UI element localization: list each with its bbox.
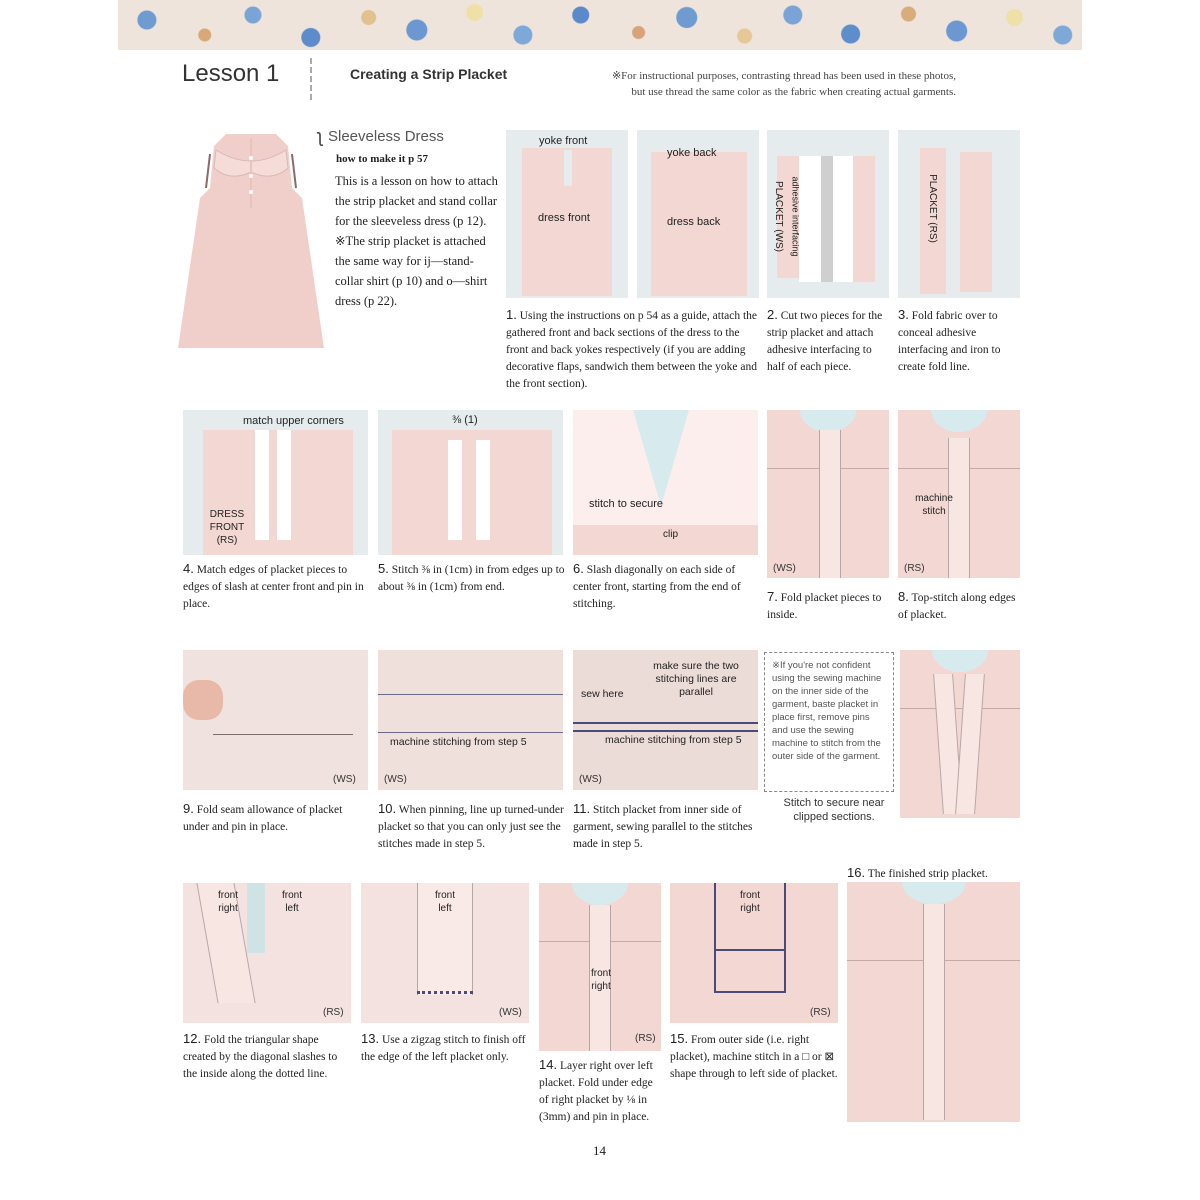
step-9-photo bbox=[183, 650, 368, 790]
label-rs: (RS) bbox=[904, 563, 925, 574]
step-13-photo bbox=[361, 883, 529, 1023]
step-11-photo bbox=[573, 650, 758, 790]
label-ws: (WS) bbox=[773, 563, 796, 574]
step-3-caption: 3. Fold fabric over to conceal adhesive interfacing and iron to create fold line. bbox=[898, 307, 1001, 373]
label-front-right: front right bbox=[217, 890, 238, 914]
step-2-caption: 2. Cut two pieces for the strip placket and attach adhesive interfacing to half of each piece. bbox=[767, 307, 883, 373]
page-reference-link[interactable]: how to make it p 57 bbox=[336, 153, 428, 165]
tip-photo bbox=[900, 650, 1020, 818]
label-ws: (WS) bbox=[384, 774, 407, 785]
step-13-caption: 13. Use a zigzag stitch to finish off the edge of the left placket only. bbox=[361, 1031, 526, 1063]
floral-header-band bbox=[118, 0, 1082, 50]
label-rs: (RS) bbox=[323, 1007, 344, 1018]
label-stitch-to-secure: stitch to secure bbox=[589, 498, 663, 510]
label-three-eighths: ⅜ (1) bbox=[452, 414, 478, 426]
bracket-icon: ʅ bbox=[318, 126, 322, 146]
label-dress-back: dress back bbox=[667, 216, 721, 228]
step-5-photo bbox=[378, 410, 563, 555]
header-note-line1: ※For instructional purposes, contrasting thread has been used in these photos, bbox=[611, 70, 956, 82]
label-yoke-front: yoke front bbox=[539, 135, 588, 147]
label-dress-front-rs: DRESS FRONT (RS) bbox=[209, 509, 245, 546]
step-10-photo bbox=[378, 650, 563, 790]
intro-body: This is a lesson on how to attach the strip placket and stand collar for the sleeveless dress (p 12). ※The strip placket is attached the same way for ij—stand-collar shirt (p 10) and o—shirt dress (p 22). bbox=[335, 174, 498, 308]
step-3-photo bbox=[898, 130, 1020, 298]
step-8-caption: 8. Top-stitch along edges of placket. bbox=[898, 589, 1016, 621]
page-number: 14 bbox=[593, 1143, 606, 1158]
label-yoke-back: yoke back bbox=[667, 147, 717, 159]
label-placket-rs: PLACKET (RS) bbox=[926, 174, 938, 243]
tip-text: ※If you're not confident using the sewing machine on the inner side of the garment, baste placket in place first, remove pins and use the sewing machine to stitch from the outer side of the garment. bbox=[772, 660, 882, 762]
tip-note-box bbox=[764, 652, 894, 792]
step-8-photo bbox=[898, 410, 1020, 578]
step-9-caption: 9. Fold seam allowance of placket under and pin in place. bbox=[183, 801, 343, 833]
label-front-right: front right bbox=[739, 890, 760, 914]
step-16-caption: 16. The finished strip placket. bbox=[847, 865, 988, 880]
step-5-caption: 5. Stitch ⅜ in (1cm) in from edges up to about ⅜ in (1cm) from end. bbox=[378, 561, 565, 593]
tip-caption: Stitch to secure near clipped sections. bbox=[783, 797, 885, 823]
label-adhesive-interfacing: adhesive interfacing bbox=[790, 176, 801, 257]
step-1-caption: 1. Using the instructions on p 54 as a guide, attach the gathered front and back sections of the dress to the front and back yokes respectively (if you are adding decorative flaps, sandwich them between the yoke and the front section). bbox=[506, 307, 758, 390]
step-16-photo bbox=[847, 882, 1020, 1122]
section-title: Creating a Strip Placket bbox=[350, 66, 508, 82]
label-ws: (WS) bbox=[579, 774, 602, 785]
dress-icon bbox=[176, 128, 326, 353]
label-machine-stitching-step5: machine stitching from step 5 bbox=[605, 734, 742, 746]
header-note bbox=[536, 68, 956, 100]
intro-block bbox=[318, 126, 498, 311]
label-front-left: front left bbox=[434, 890, 455, 914]
label-dress-front: dress front bbox=[538, 212, 590, 224]
dotted-divider bbox=[310, 58, 312, 100]
label-parallel-note: make sure the two stitching lines are parallel bbox=[653, 660, 739, 698]
label-front-right: front right bbox=[590, 968, 611, 992]
label-clip: clip bbox=[663, 529, 679, 540]
intro-title-text: Sleeveless Dress bbox=[328, 128, 444, 145]
label-front-left: front left bbox=[281, 890, 302, 914]
step-10-caption: 10. When pinning, line up turned-under placket so that you can only just see the stitches made in step 5. bbox=[378, 801, 564, 850]
intro-title bbox=[318, 126, 498, 147]
step-14-photo bbox=[539, 883, 661, 1051]
step-15-photo bbox=[670, 883, 838, 1023]
step-4-caption: 4. Match edges of placket pieces to edges of slash at center front and pin in place. bbox=[183, 561, 364, 610]
step-14-caption: 14. Layer right over left placket. Fold under edge of right placket by ⅛ in (3mm) and pin in place. bbox=[539, 1057, 653, 1123]
label-machine-stitching-step5: machine stitching from step 5 bbox=[390, 736, 527, 748]
step-4-photo bbox=[183, 410, 368, 555]
lesson-title: Lesson 1 bbox=[182, 60, 280, 87]
step-1-photo-front bbox=[506, 130, 628, 298]
label-ws: (WS) bbox=[499, 1007, 522, 1018]
sleeveless-dress-photo bbox=[176, 128, 326, 353]
label-sew-here: sew here bbox=[581, 688, 624, 700]
step-11-caption: 11. Stitch placket from inner side of garment, sewing parallel to the stitches made in step 5. bbox=[573, 801, 753, 850]
label-match-upper-corners: match upper corners bbox=[243, 415, 344, 427]
label-rs: (RS) bbox=[635, 1033, 656, 1044]
step-1-photo-back bbox=[637, 130, 759, 298]
header-note-line2: but use thread the same color as the fabric when creating actual garments. bbox=[631, 86, 956, 98]
step-6-caption: 6. Slash diagonally on each side of center front, starting from the end of stitching. bbox=[573, 561, 741, 610]
step-15-caption: 15. From outer side (i.e. right placket), machine stitch in a □ or ⊠ shape through to left side of placket. bbox=[670, 1031, 838, 1080]
step-7-caption: 7. Fold placket pieces to inside. bbox=[767, 589, 882, 621]
label-rs: (RS) bbox=[810, 1007, 831, 1018]
step-6-photo bbox=[573, 410, 758, 555]
label-placket-ws: PLACKET (WS) bbox=[772, 181, 784, 252]
step-12-caption: 12. Fold the triangular shape created by the diagonal slashes to the inside along the dotted line. bbox=[183, 1031, 338, 1080]
label-machine-stitch: machine stitch bbox=[915, 493, 953, 517]
step-7-photo bbox=[767, 410, 889, 578]
page-header bbox=[182, 58, 982, 108]
step-12-photo bbox=[183, 883, 351, 1023]
label-ws: (WS) bbox=[333, 774, 356, 785]
step-2-photo bbox=[767, 130, 889, 298]
